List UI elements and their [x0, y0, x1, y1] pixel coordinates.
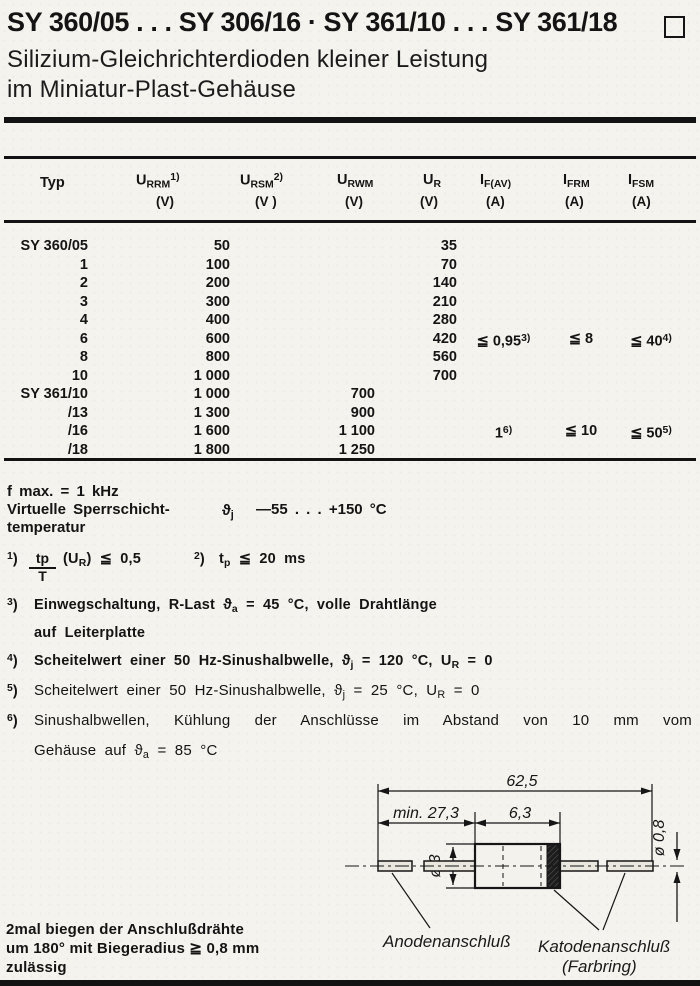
spec-junction-label-1: Virtuelle Sperrschicht-	[7, 501, 170, 518]
col-header-ur: $U_R$	[423, 172, 442, 190]
dim-wire-dia-label: ø 0,8	[651, 819, 668, 857]
table-row	[0, 311, 700, 330]
table-row	[0, 404, 700, 423]
ratings-table	[0, 237, 700, 459]
cell-typ: 6	[79, 330, 88, 347]
cell-ifsm	[612, 404, 690, 423]
dim-lead-label: min. 27,3	[393, 805, 459, 822]
unit-ifav: (A)	[486, 194, 505, 209]
dim-body-label: 6,3	[508, 805, 532, 822]
col-header-ursm: $U_{RSM}^{2)}$	[240, 172, 283, 191]
cell-urrm: 300	[205, 293, 230, 310]
cell-typ: 3	[79, 293, 88, 310]
footnote-3-line-1: Einwegschaltung, R-Last $ϑ_a = 45$ °C, volle Drahtlänge	[34, 597, 437, 615]
table-row	[0, 293, 700, 312]
cathode-leader-line-2	[603, 873, 625, 930]
cell-ifrm	[550, 293, 612, 312]
cell-ifav	[457, 274, 550, 293]
col-header-typ: Typ	[40, 175, 65, 191]
cell-ifsm	[612, 441, 690, 460]
cell-urrm: 1 000	[193, 367, 230, 384]
fraction-denominator: T	[38, 568, 47, 584]
cell-ifav	[457, 367, 550, 386]
table-row	[0, 422, 700, 441]
footnote-6-line-2: Gehäuse auf $ϑ_a = 85$ °C	[34, 742, 218, 762]
col-header-ifav: $I_{F(AV)}$	[480, 172, 512, 190]
cell-ur: 70	[440, 256, 457, 273]
cell-ur: 560	[432, 349, 457, 365]
cell-ifrm	[550, 256, 612, 275]
cell-typ: 4	[79, 312, 88, 328]
cell-typ: 2	[79, 275, 88, 291]
cell-urrm: 50	[213, 238, 230, 254]
subtitle-line-2: im Miniatur-Plast-Gehäuse	[7, 76, 297, 103]
bend-note-line-2: um 180° mit Biegeradius ≧ 0,8 mm	[6, 940, 260, 957]
cell-ifav	[457, 385, 550, 404]
anode-leader-line	[392, 873, 430, 928]
divider-header-bottom	[4, 220, 696, 223]
unit-ifsm: (A)	[632, 194, 651, 209]
cell-urrm: 1 600	[193, 423, 230, 439]
cell-ifav	[457, 348, 550, 367]
cell-urwm	[230, 293, 375, 312]
footnote-6-line-1: Sinushalbwellen, Kühlung der Anschlüsse im Abstand von 10 mm vom	[34, 712, 692, 729]
cell-urrm: 100	[205, 256, 230, 273]
cell-typ: /18	[67, 441, 88, 458]
cathode-leader-line-1	[554, 890, 599, 930]
footnote-5-marker: $^5$)	[7, 683, 18, 700]
bend-note-line-1: 2mal biegen der Anschlußdrähte	[6, 921, 244, 938]
spec-fmax: f max. = 1 kHz	[7, 483, 119, 500]
cell-urwm: 700	[350, 386, 375, 402]
cell-ur: 35	[440, 238, 457, 254]
dim-overall-label: 62,5	[506, 773, 538, 790]
cell-ifsm	[612, 237, 690, 256]
fraction-numerator: tp	[29, 551, 56, 569]
cell-urwm: 1 250	[338, 441, 375, 458]
unit-urrm: (V)	[156, 194, 174, 209]
spec-junction-range: —55 . . . +150 °C	[256, 501, 387, 518]
cell-ur: 700	[432, 367, 457, 384]
footnote-1-marker: $^1$)	[7, 551, 18, 568]
cell-typ: 1	[79, 256, 88, 273]
footnote-6-marker: $^6$)	[7, 713, 18, 730]
cell-urwm: 900	[350, 404, 375, 421]
corner-checkbox-icon	[664, 16, 685, 38]
page-title: SY 360/05 . . . SY 306/16 · SY 361/10 . . . SY 361/18	[7, 7, 618, 37]
cell-urwm	[230, 237, 375, 256]
cell-ifrm: ≦ 10	[564, 423, 598, 439]
unit-ursm: (V )	[255, 194, 277, 209]
unit-ur: (V)	[420, 194, 438, 209]
table-row	[0, 237, 700, 256]
page-subtitle	[7, 45, 488, 105]
cell-ifsm	[612, 256, 690, 275]
cell-typ: SY 360/05	[20, 238, 88, 254]
cell-ifrm	[550, 404, 612, 423]
cell-ifrm	[550, 237, 612, 256]
cell-urrm: 400	[205, 312, 230, 328]
footnote-2-marker: $^2$)	[194, 551, 205, 568]
cell-ifav	[457, 441, 550, 460]
cell-ur: 420	[432, 330, 457, 347]
unit-urwm: (V)	[345, 194, 363, 209]
footnote-2-text: $t_p$ ≦ 20 ms	[219, 551, 306, 569]
col-header-urrm: $U_{RRM}^{1)}$	[136, 172, 180, 191]
cathode-label-2: (Farbring)	[562, 957, 637, 976]
divider-table-top	[4, 156, 696, 159]
table-row	[0, 348, 700, 367]
bend-note	[6, 920, 259, 977]
cell-ur: 140	[432, 275, 457, 291]
cell-typ: 10	[71, 367, 88, 384]
cell-urwm	[230, 311, 375, 330]
cell-ifav	[457, 311, 550, 330]
footnote-4-text: Scheitelwert einer 50 Hz-Sinushalbwelle, $ϑ_j = 120$ °C, $U_R = 0$	[34, 653, 493, 671]
cell-ifsm	[612, 311, 690, 330]
footnote-1-text: $(U_R)$ ≦ 0,5	[63, 551, 142, 569]
tp-over-T-fraction	[29, 551, 56, 584]
cell-typ: /13	[67, 404, 88, 421]
subtitle-line-1: Silizium-Gleichrichterdioden kleiner Leistung	[7, 46, 489, 73]
cell-ifsm	[612, 385, 690, 404]
bend-note-line-3: zulässig	[6, 959, 67, 976]
footnote-4-marker: $^4$)	[7, 653, 18, 670]
cell-urwm	[230, 274, 375, 293]
cell-ifrm	[550, 441, 612, 460]
cell-urrm: 200	[205, 275, 230, 291]
cell-ifrm	[550, 367, 612, 386]
footnote-3-marker: $^3$)	[7, 597, 18, 614]
cell-ifav	[457, 237, 550, 256]
cell-ur	[375, 441, 457, 460]
table-row	[0, 274, 700, 293]
cell-ifrm	[550, 274, 612, 293]
cell-ifav: ≦ 0,95$^{3)}$	[476, 332, 531, 349]
table-row	[0, 441, 700, 460]
col-header-ifsm: $I_{FSM}$	[628, 172, 655, 190]
cell-urrm: 1 800	[193, 441, 230, 458]
cell-ifrm	[550, 311, 612, 330]
cell-typ: /16	[67, 423, 88, 439]
cell-ifav	[457, 293, 550, 312]
col-header-urwm: $U_{RWM}$	[337, 172, 374, 190]
cell-ifrm	[550, 385, 612, 404]
cell-ifsm	[612, 293, 690, 312]
cell-ur	[375, 404, 457, 423]
unit-ifrm: (A)	[565, 194, 584, 209]
cell-urwm	[230, 256, 375, 275]
cell-ifav	[457, 404, 550, 423]
footnote-5-text: Scheitelwert einer 50 Hz-Sinushalbwelle, $ϑ_j = 25$ °C, $U_R = 0$	[34, 682, 480, 702]
table-row	[0, 256, 700, 275]
page-bottom-bar	[0, 980, 700, 986]
cell-urrm: 600	[205, 330, 230, 347]
table-row	[0, 385, 700, 404]
divider-table-bottom	[4, 458, 696, 461]
cell-urrm: 1 000	[193, 386, 230, 402]
cell-ifrm	[550, 348, 612, 367]
cathode-label: Katodenanschluß	[538, 937, 671, 956]
cell-ur	[375, 385, 457, 404]
cell-typ: SY 361/10	[20, 386, 88, 402]
cell-ifav	[457, 256, 550, 275]
cell-urwm	[230, 367, 375, 386]
cell-ifsm	[612, 367, 690, 386]
cell-ifrm: ≦ 8	[568, 330, 594, 347]
cell-ur: 280	[432, 312, 457, 328]
table-row	[0, 330, 700, 349]
theta-j-symbol: $ϑ_j$	[222, 502, 234, 522]
cell-urrm: 1 300	[193, 404, 230, 421]
cell-ifav: 1$^{6)}$	[494, 425, 513, 442]
cell-urwm: 1 100	[338, 423, 375, 439]
col-header-ifrm: $I_{FRM}$	[563, 172, 590, 190]
cell-urwm	[230, 348, 375, 367]
anode-label: Anodenanschluß	[383, 932, 511, 951]
cell-ifsm: ≦ 40$^{4)}$	[630, 332, 672, 349]
divider-thick	[4, 117, 696, 123]
cell-ifsm	[612, 348, 690, 367]
cell-ur: 210	[432, 293, 457, 310]
cell-typ: 8	[79, 349, 88, 365]
cell-ifsm	[612, 274, 690, 293]
spec-junction-label-2: temperatur	[7, 519, 86, 536]
cell-ifsm: ≦ 50$^{5)}$	[630, 425, 672, 442]
table-row	[0, 367, 700, 386]
footnote-3-line-2: auf Leiterplatte	[34, 625, 146, 641]
cell-urrm: 800	[205, 349, 230, 365]
